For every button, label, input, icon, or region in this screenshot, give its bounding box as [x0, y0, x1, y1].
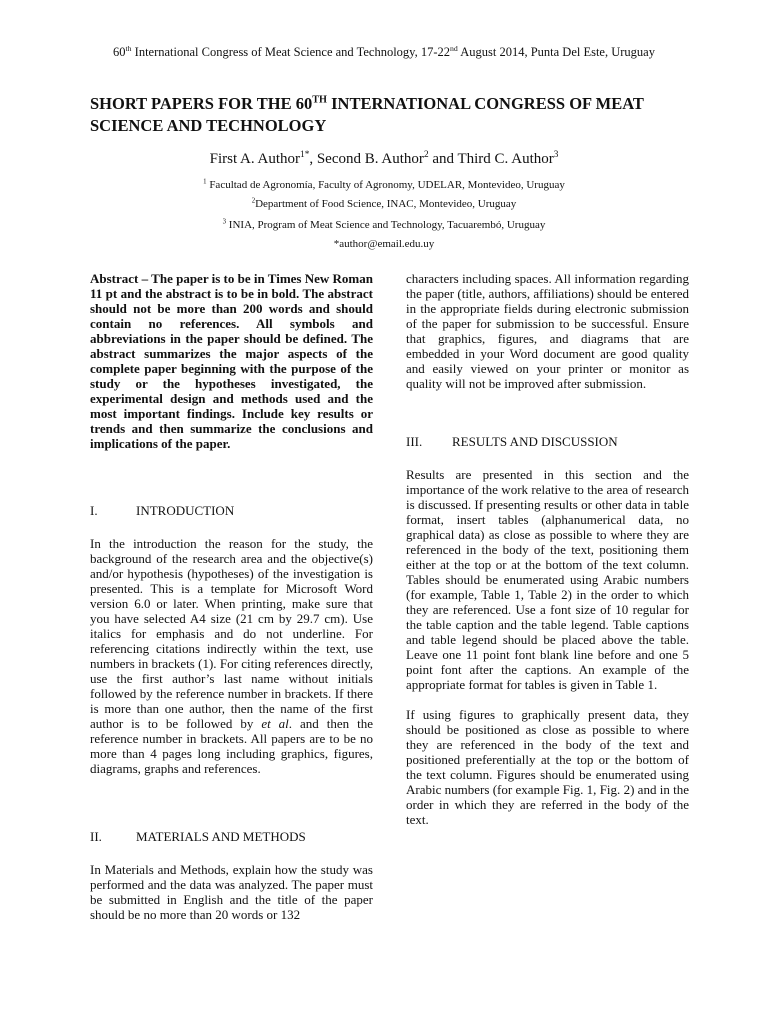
affiliation-1-text: Facultad de Agronomía, Faculty of Agronomy, UDELAR, Montevideo, Uruguay: [206, 179, 565, 191]
author-email: *author@email.edu.uy: [333, 238, 435, 250]
methods-paragraph-left: In Materials and Methods, explain how the study was performed and the data was analyzed. The paper must be submitted in English and the title of the paper should be no more than 20 words or 132: [90, 862, 373, 922]
section-title: RESULTS AND DISCUSSION: [452, 434, 618, 449]
affiliation-2: [0, 198, 768, 210]
congress-number: 60: [113, 45, 126, 59]
paper-title: [90, 93, 710, 137]
congress-number-suffix: th: [125, 43, 132, 53]
abstract-text: Abstract – The paper is to be in Times New Roman 11 pt and the abstract is to be in bold. The abstract should not be more than 200 words and should contain no references. All symbols and abbreviations in the paper should be defined. The abstract summarizes the major aspects of the complete paper beginning with the purpose of the study or the hypotheses investigated, the experimental design and methods used and the most important findings. Include key results or trends and then summarize the conclusions and implications of the paper.: [90, 271, 373, 451]
title-part-a: SHORT PAPERS FOR THE 60: [90, 94, 313, 113]
date-suffix: nd: [450, 43, 458, 53]
section-heading-introduction: [90, 503, 373, 518]
section-introduction: [90, 503, 373, 776]
affiliation-1-mark: 1: [203, 178, 207, 186]
affiliation-1: [0, 179, 768, 191]
introduction-text-2: . and then the reference number in brackets. All papers are to be no more than 4 pages long including graphics, figures, diagrams, graphs and references.: [90, 716, 373, 776]
methods-continued: [406, 271, 689, 391]
affiliation-3: [0, 219, 768, 231]
section-title: MATERIALS AND METHODS: [136, 829, 306, 844]
affiliation-3-text: INIA, Program of Meat Science and Technology, Tacuarembó, Uruguay: [226, 219, 546, 231]
section-number: I.: [90, 503, 98, 518]
section-results: [406, 434, 689, 827]
introduction-italic: et al: [261, 716, 289, 731]
author-3-mark: 3: [553, 150, 559, 160]
author-3: and Third C. Author: [428, 151, 554, 167]
affiliation-3-mark: 3: [222, 218, 227, 226]
section-number: II.: [90, 829, 102, 844]
affiliation-2-text: Department of Food Science, INAC, Montevideo, Uruguay: [255, 198, 517, 210]
date-location: August 2014, Punta Del Este, Uruguay: [457, 45, 655, 59]
title-suffix: TH: [312, 94, 327, 106]
section-heading-results: [406, 434, 689, 449]
introduction-text-1: In the introduction the reason for the study, the background of the research area and the objective(s) and/or hypothesis (hypotheses) of the investigation is presented. This is a template for Microsoft Word version 6.0 or later. When printing, make sure that you have selected A4 size (21 cm by 29.7 cm). Use italics for emphasis and do not underline. For referencing citations indirectly within the text, use numbers in brackets (1). For citing references directly, use the first author’s last name without initials followed by the reference number in brackets. If there is more than one author, then the name of the first author is to be followed by: [90, 536, 373, 731]
section-heading-methods: [90, 829, 373, 844]
affiliation-2-mark: 2: [251, 197, 256, 205]
author-1: First A. Author: [209, 151, 301, 167]
author-2-mark: 2: [423, 150, 429, 160]
title-part-b: INTERNATIONAL CONGRESS OF MEAT SCIENCE AND TECHNOLOGY: [90, 94, 644, 135]
author-list: [0, 151, 768, 168]
section-number: III.: [406, 434, 423, 449]
congress-name: International Congress of Meat Science and Technology, 17-22: [131, 45, 451, 59]
results-paragraph-2: If using figures to graphically present data, they should be positioned as close as possible to where they are referenced in the body of the text and positioned preferentially at the top or the bottom of the text column. Figures should be enumerated using Arabic numbers (for example Fig. 1, Fig. 2) and in the order in which they are referred in the body of the text.: [406, 707, 689, 827]
introduction-paragraph: [90, 536, 373, 776]
conference-header: [0, 45, 768, 60]
methods-paragraph-right: characters including spaces. All information regarding the paper (title, authors, affiliations) should be entered in the appropriate fields during electronic submission of the paper for submission to be successful. Ensure that graphics, figures, and diagrams that are embedded in your Word document are good quality and easily viewed on your printer or monitor as quality will not be improved after submission.: [406, 271, 689, 391]
abstract-block: [90, 271, 373, 451]
section-methods: [90, 829, 373, 922]
author-1-mark: 1*: [300, 150, 310, 160]
results-paragraph-1: Results are presented in this section and the importance of the work relative to the area of research is discussed. If presenting results or other data in table format, insert tables (alphanumerical data, no graphical data) as close as possible to where they are referenced in the body of the text, positioning them either at the top or at the bottom of the text column. Tables should be enumerated using Arabic numbers (for example, Table 1, Table 2) in the order to which they are referenced. Use a font size of 10 regular for the table caption and the table legend. Table captions and table legend should be placed above the table. Leave one 11 point font blank line before and one 5 point font after the captions. An example of the appropriate format for tables is given in Table 1.: [406, 467, 689, 692]
author-2: , Second B. Author: [309, 151, 424, 167]
section-title: INTRODUCTION: [136, 503, 235, 518]
